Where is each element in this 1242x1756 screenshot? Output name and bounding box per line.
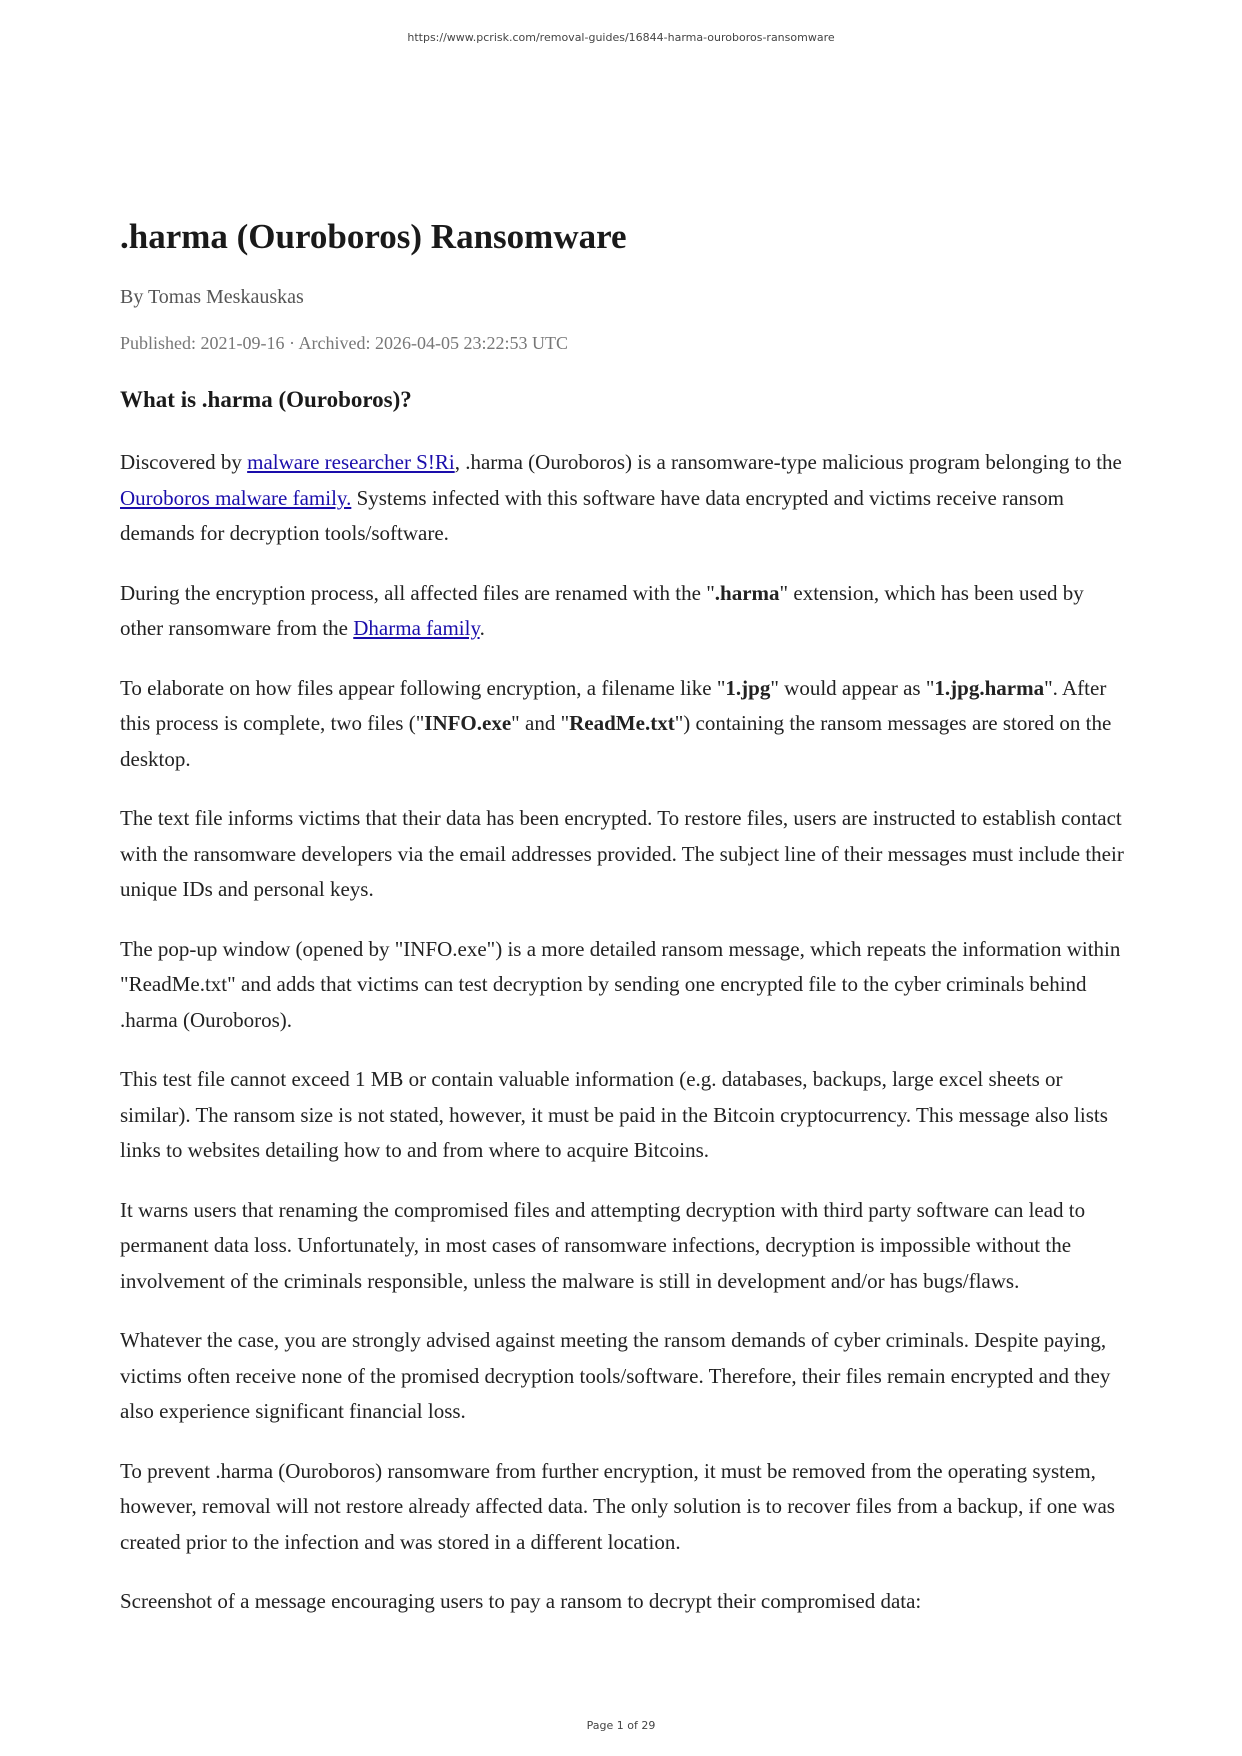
section-heading: What is .harma (Ouroboros)?: [120, 387, 412, 412]
bold-extension: .harma: [714, 580, 780, 605]
text-run: Discovered by: [120, 450, 248, 474]
text-run: To elaborate on how files appear following encryption, a filename like ": [120, 675, 726, 700]
bold-filename: 1.jpg: [725, 675, 771, 700]
paragraph-text-file: The text file informs victims that their data has been encrypted. To restore files, users are instructed to establish contact with the ransomware developers via the email addresses provided. The subject line of their messages must include their unique IDs and personal keys.: [120, 806, 1124, 901]
dharma-family-link[interactable]: Dharma family: [353, 616, 480, 640]
article-byline: By Tomas Meskauskas: [120, 286, 304, 308]
ouroboros-family-link[interactable]: Ouroboros malware family.: [120, 485, 352, 510]
text-run: Systems infected with this software have data encrypted and victims receive ransom demands for decryption tools/software.: [120, 485, 1064, 545]
text-run: " would appear as ": [770, 675, 935, 700]
text-run: " extension, which has been used by other ransomware from the: [120, 580, 1084, 640]
text-run: .: [479, 616, 485, 640]
paragraph-screenshot-caption: Screenshot of a message encouraging users to pay a ransom to decrypt their compromised data:: [120, 1589, 922, 1613]
paragraph-intro: [120, 445, 1130, 552]
paragraph-test-file: This test file cannot exceed 1 MB or contain valuable information (e.g. databases, backups, large excel sheets or similar). The ransom size is not stated, however, it must be paid in the Bitcoin cryptocurrency. This message also lists links to websites detailing how to and from where to acquire Bitcoins.: [120, 1067, 1108, 1162]
bold-readme-txt: ReadMe.txt: [569, 711, 675, 735]
text-run: ") containing the ransom messages are stored on the desktop.: [120, 711, 1112, 771]
bold-filename-encrypted: 1.jpg.harma: [934, 675, 1045, 700]
page-url-header: https://www.pcrisk.com/removal-guides/16844-harma-ouroboros-ransomware: [407, 31, 835, 44]
text-run: , .harma (Ouroboros) is a ransomware-type malicious program belonging to the: [454, 450, 1122, 474]
article-content: [120, 212, 1130, 1620]
text-run: ". After this process is complete, two files (": [120, 675, 1107, 735]
paragraph-popup-window: The pop-up window (opened by "INFO.exe") is a more detailed ransom message, which repeats the information within "ReadMe.txt" and adds that victims can test decryption by sending one encrypted file to the cyber criminals behind .harma (Ouroboros).: [120, 936, 1121, 1032]
paragraph-advice: Whatever the case, you are strongly advised against meeting the ransom demands of cyber criminals. Despite paying, victims often receive none of the promised decryption tools/software. Therefore, their files remain encrypted and they also experience significant financial loss.: [120, 1328, 1111, 1423]
page-number-footer: Page 1 of 29: [586, 1719, 656, 1732]
paragraph-warning: It warns users that renaming the compromised files and attempting decryption with third party software can lead to permanent data loss. Unfortunately, in most cases of ransomware infections, decryption is impossible without the involvement of the criminals responsible, unless the malware is still in development and/or has bugs/flaws.: [120, 1197, 1086, 1293]
text-run: " and ": [511, 711, 570, 735]
article-published-date: Published: 2021-09-16 · Archived: 2026-04-05 23:22:53 UTC: [120, 333, 568, 353]
bold-info-exe: INFO.exe: [424, 711, 512, 735]
paragraph-filename-example: [120, 671, 1130, 778]
paragraph-prevention: To prevent .harma (Ouroboros) ransomware from further encryption, it must be removed from the operating system, however, removal will not restore already affected data. The only solution is to recover files from a backup, if one was created prior to the infection and was stored in a different location.: [120, 1458, 1115, 1554]
text-run: During the encryption process, all affected files are renamed with the ": [120, 580, 715, 605]
malware-researcher-link[interactable]: malware researcher S!Ri: [247, 450, 455, 474]
article-title: .harma (Ouroboros) Ransomware: [120, 217, 627, 256]
paragraph-extension: [120, 576, 1130, 647]
